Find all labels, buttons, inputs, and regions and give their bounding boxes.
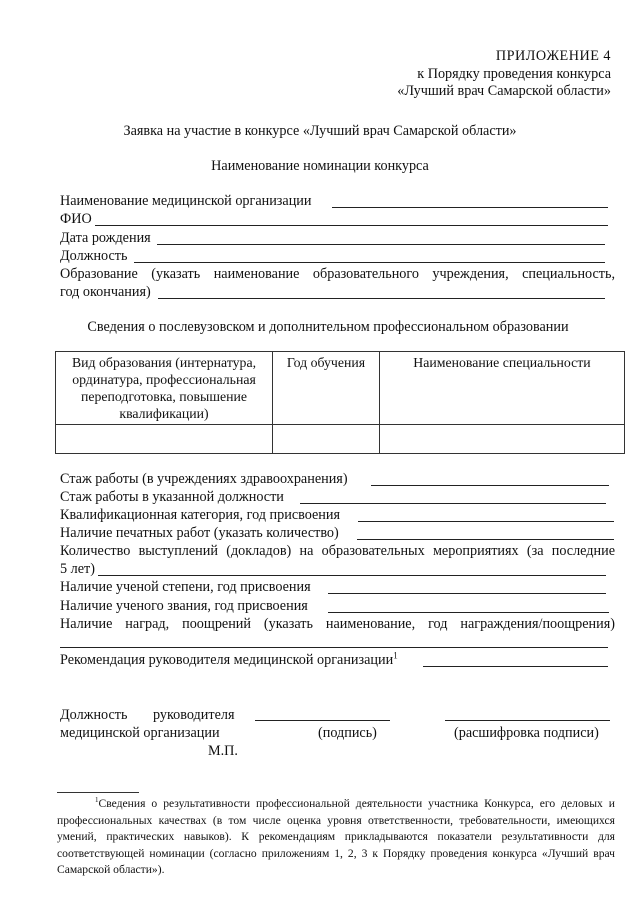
field-talks-label-2: 5 лет): [60, 561, 95, 577]
table-header-specialty: Наименование специальности: [380, 352, 625, 425]
table-cell-kind[interactable]: [56, 425, 273, 454]
appendix-header: [397, 48, 611, 101]
field-birth-label: Дата рождения: [60, 230, 151, 246]
field-publications-line[interactable]: [357, 539, 614, 540]
decode-line[interactable]: [445, 720, 610, 721]
table-header-row: [56, 352, 625, 425]
field-education-label-2: год окончания): [60, 284, 151, 300]
field-rank-line[interactable]: [328, 612, 609, 613]
field-position: [60, 247, 127, 265]
signature-position-2: руководителя: [153, 707, 235, 723]
field-education-label-1: Образование (указать наименование образовательного учреждения, специальность,: [60, 266, 615, 282]
field-rank: [60, 597, 308, 615]
field-education-line-2: [60, 283, 151, 301]
field-recommendation-label: Рекомендация руководителя медицинской организации: [60, 652, 394, 668]
form-title: Заявка на участие в конкурсе «Лучший врач Самарской области»: [123, 123, 517, 139]
field-position-line[interactable]: [134, 262, 605, 263]
field-category: [60, 506, 340, 524]
field-education: [60, 265, 615, 283]
decode-label: (расшифровка подписи): [454, 725, 599, 741]
field-fio-line[interactable]: [95, 225, 608, 226]
appendix-title: ПРИЛОЖЕНИЕ 4: [495, 48, 611, 64]
field-recommendation-line[interactable]: [423, 666, 608, 667]
field-position-label: Должность: [60, 248, 128, 264]
field-category-line[interactable]: [358, 521, 614, 522]
field-talks-line-2: [60, 560, 95, 578]
field-degree-line[interactable]: [328, 593, 606, 594]
field-org: [60, 192, 311, 210]
appendix-line-2: «Лучший врач Самарской области»: [397, 83, 611, 99]
field-recommendation: [60, 651, 398, 669]
field-exp-health-line[interactable]: [371, 485, 609, 486]
signature-position-3: медицинской организации: [60, 725, 220, 741]
field-exp-position-line[interactable]: [300, 503, 606, 504]
signature-line[interactable]: [255, 720, 390, 721]
appendix-line-1: к Порядку проведения конкурса: [417, 65, 611, 82]
table-header-kind: Вид образования (интернатура, ординатура, профессиональная переподготовка, повышение квалификации): [56, 352, 273, 425]
signature-position-1: Должность: [60, 707, 128, 723]
field-rank-label: Наличие ученого звания, год присвоения: [60, 598, 308, 614]
table-cell-specialty[interactable]: [380, 425, 625, 454]
field-awards-line[interactable]: [60, 647, 608, 648]
field-birth-line[interactable]: [157, 244, 605, 245]
field-org-line[interactable]: [332, 207, 608, 208]
footnote: [57, 796, 615, 879]
field-exp-position: [60, 488, 284, 506]
field-exp-health-label: Стаж работы (в учреждениях здравоохранения): [60, 471, 348, 487]
field-awards: [60, 615, 615, 633]
field-fio-label: ФИО: [60, 211, 92, 227]
footnote-mark: 1: [95, 796, 99, 805]
field-degree: [60, 578, 311, 596]
field-fio: [60, 210, 92, 228]
field-awards-label: Наличие наград, поощрений (указать наименование, год награждения/поощрения): [60, 616, 615, 632]
field-exp-health: [60, 470, 348, 488]
field-org-label: Наименование медицинской организации: [60, 193, 312, 209]
education-table: [55, 351, 625, 454]
recommendation-footnote-mark: 1: [393, 650, 398, 661]
field-publications: [60, 524, 339, 542]
field-talks-label-1: Количество выступлений (докладов) на образовательных мероприятиях (за последние: [60, 543, 615, 559]
field-talks: [60, 542, 615, 560]
field-birth: [60, 229, 151, 247]
field-talks-line[interactable]: [98, 575, 606, 576]
signature-label: (подпись): [318, 725, 377, 741]
table-row: [56, 425, 625, 454]
field-category-label: Квалификационная категория, год присвоения: [60, 507, 341, 523]
nomination-label: Наименование номинации конкурса: [211, 158, 429, 174]
field-publications-label: Наличие печатных работ (указать количество): [60, 525, 339, 541]
field-exp-position-label: Стаж работы в указанной должности: [60, 489, 284, 505]
field-degree-label: Наличие ученой степени, год присвоения: [60, 579, 311, 595]
stamp-label: М.П.: [208, 743, 238, 759]
postgrad-title: Сведения о послевузовском и дополнительном профессиональном образовании: [87, 319, 569, 335]
table-header-year: Год обучения: [273, 352, 380, 425]
footnote-text: Сведения о результативности профессиональной деятельности участника Конкурса, его деловых и профессиональных качествах (в том числе оценка уровня ответственности, требовательности, имеющихся умений, практических навыков). К рекомендациям прикладываются показатели результативности для соответствующей номинации (согласно приложениям 1, 2, 3 к Порядку проведения конкурса «Лучший врач Самарской области»).: [57, 797, 615, 876]
field-education-line[interactable]: [158, 298, 605, 299]
footnote-rule: [57, 792, 139, 793]
table-cell-year[interactable]: [273, 425, 380, 454]
